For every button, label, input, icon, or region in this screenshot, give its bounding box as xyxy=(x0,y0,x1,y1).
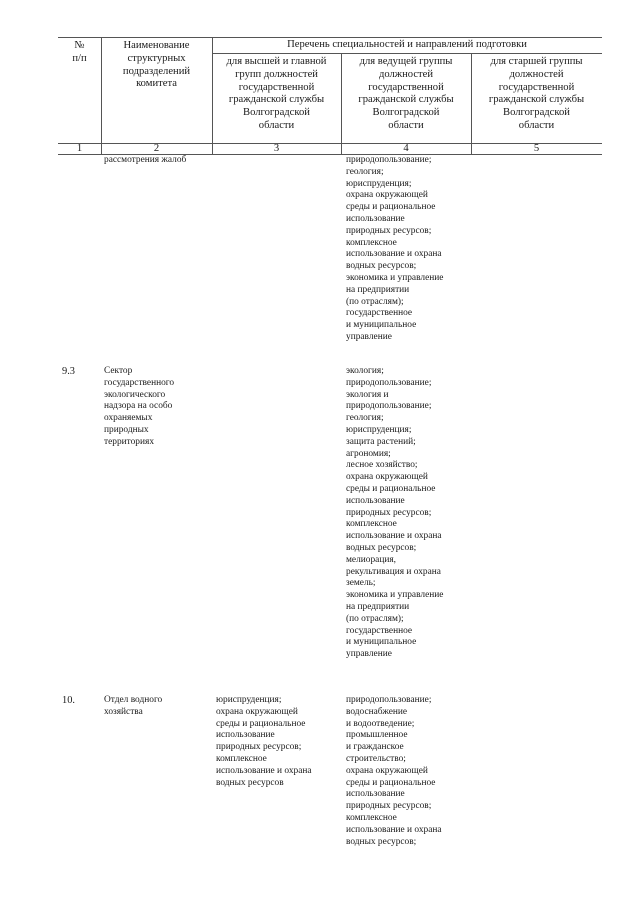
header-specialties-group: Перечень специальностей и направлений подготовки xyxy=(287,39,527,50)
header-senior-group: для старшей группы должностей государственной гражданской службы Волгоградской области xyxy=(488,56,585,131)
header-number: № п/п xyxy=(72,40,87,64)
table-row-leading-specialties: природопользование; водоснабжение и водоотведение; промышленное и гражданское строительство; охрана окружающей среды и рациональное использование природных ресурсов; комплексное использование и охрана водных ресурсов; xyxy=(346,695,442,847)
table-row-leading-specialties: природопользование; геология; юриспруденция; охрана окружающей среды и рациональное использование природных ресурсов; комплексное использование и охрана водных ресурсов; экономика и управление на предприятии (по отраслям); государственное и муниципальное управление xyxy=(346,155,444,342)
table-row-number: 10. xyxy=(62,695,75,706)
column-number-5: 5 xyxy=(533,143,540,154)
table-top-border xyxy=(58,37,602,38)
table-row-leading-specialties: экология; природопользование; экология и природопользование; геология; юриспруденция; защита растений; агрономия; лесное хозяйство; охрана окружающей среды и рациональное использование природных ресурсов; комплексное использование и охрана водных ресурсов; мелиорация, рекультивация и охрана земель; экономика и управление на предприятии (по отраслям); государственное и муниципальное управление xyxy=(346,366,444,660)
table-row-name: рассмотрения жалоб xyxy=(104,155,187,165)
table-row-senior-main-specialties: юриспруденция; охрана окружающей среды и рациональное использование природных ресурсов; комплексное использование и охрана водных ресурсов xyxy=(216,695,312,788)
table-row-number: 9.3 xyxy=(62,366,75,377)
column-number-2: 2 xyxy=(153,143,160,154)
column-number-1: 1 xyxy=(76,143,83,154)
header-leading-group: для ведущей группы должностей государственной гражданской службы Волгоградской области xyxy=(358,56,454,131)
table-row-name: Сектор государственного экологического надзора на особо охраняемых природных территориях xyxy=(104,366,175,447)
group-header-divider xyxy=(212,53,602,54)
column-number-4: 4 xyxy=(403,143,409,154)
column-number-3: 3 xyxy=(273,143,280,154)
header-subdivision-name: Наименование структурных подразделений комитета xyxy=(122,40,191,90)
header-senior-main-groups: для высшей и главной групп должностей государственной гражданской службы Волгоградской области xyxy=(226,56,327,131)
table-row-name: Отдел водного хозяйства xyxy=(104,695,163,717)
